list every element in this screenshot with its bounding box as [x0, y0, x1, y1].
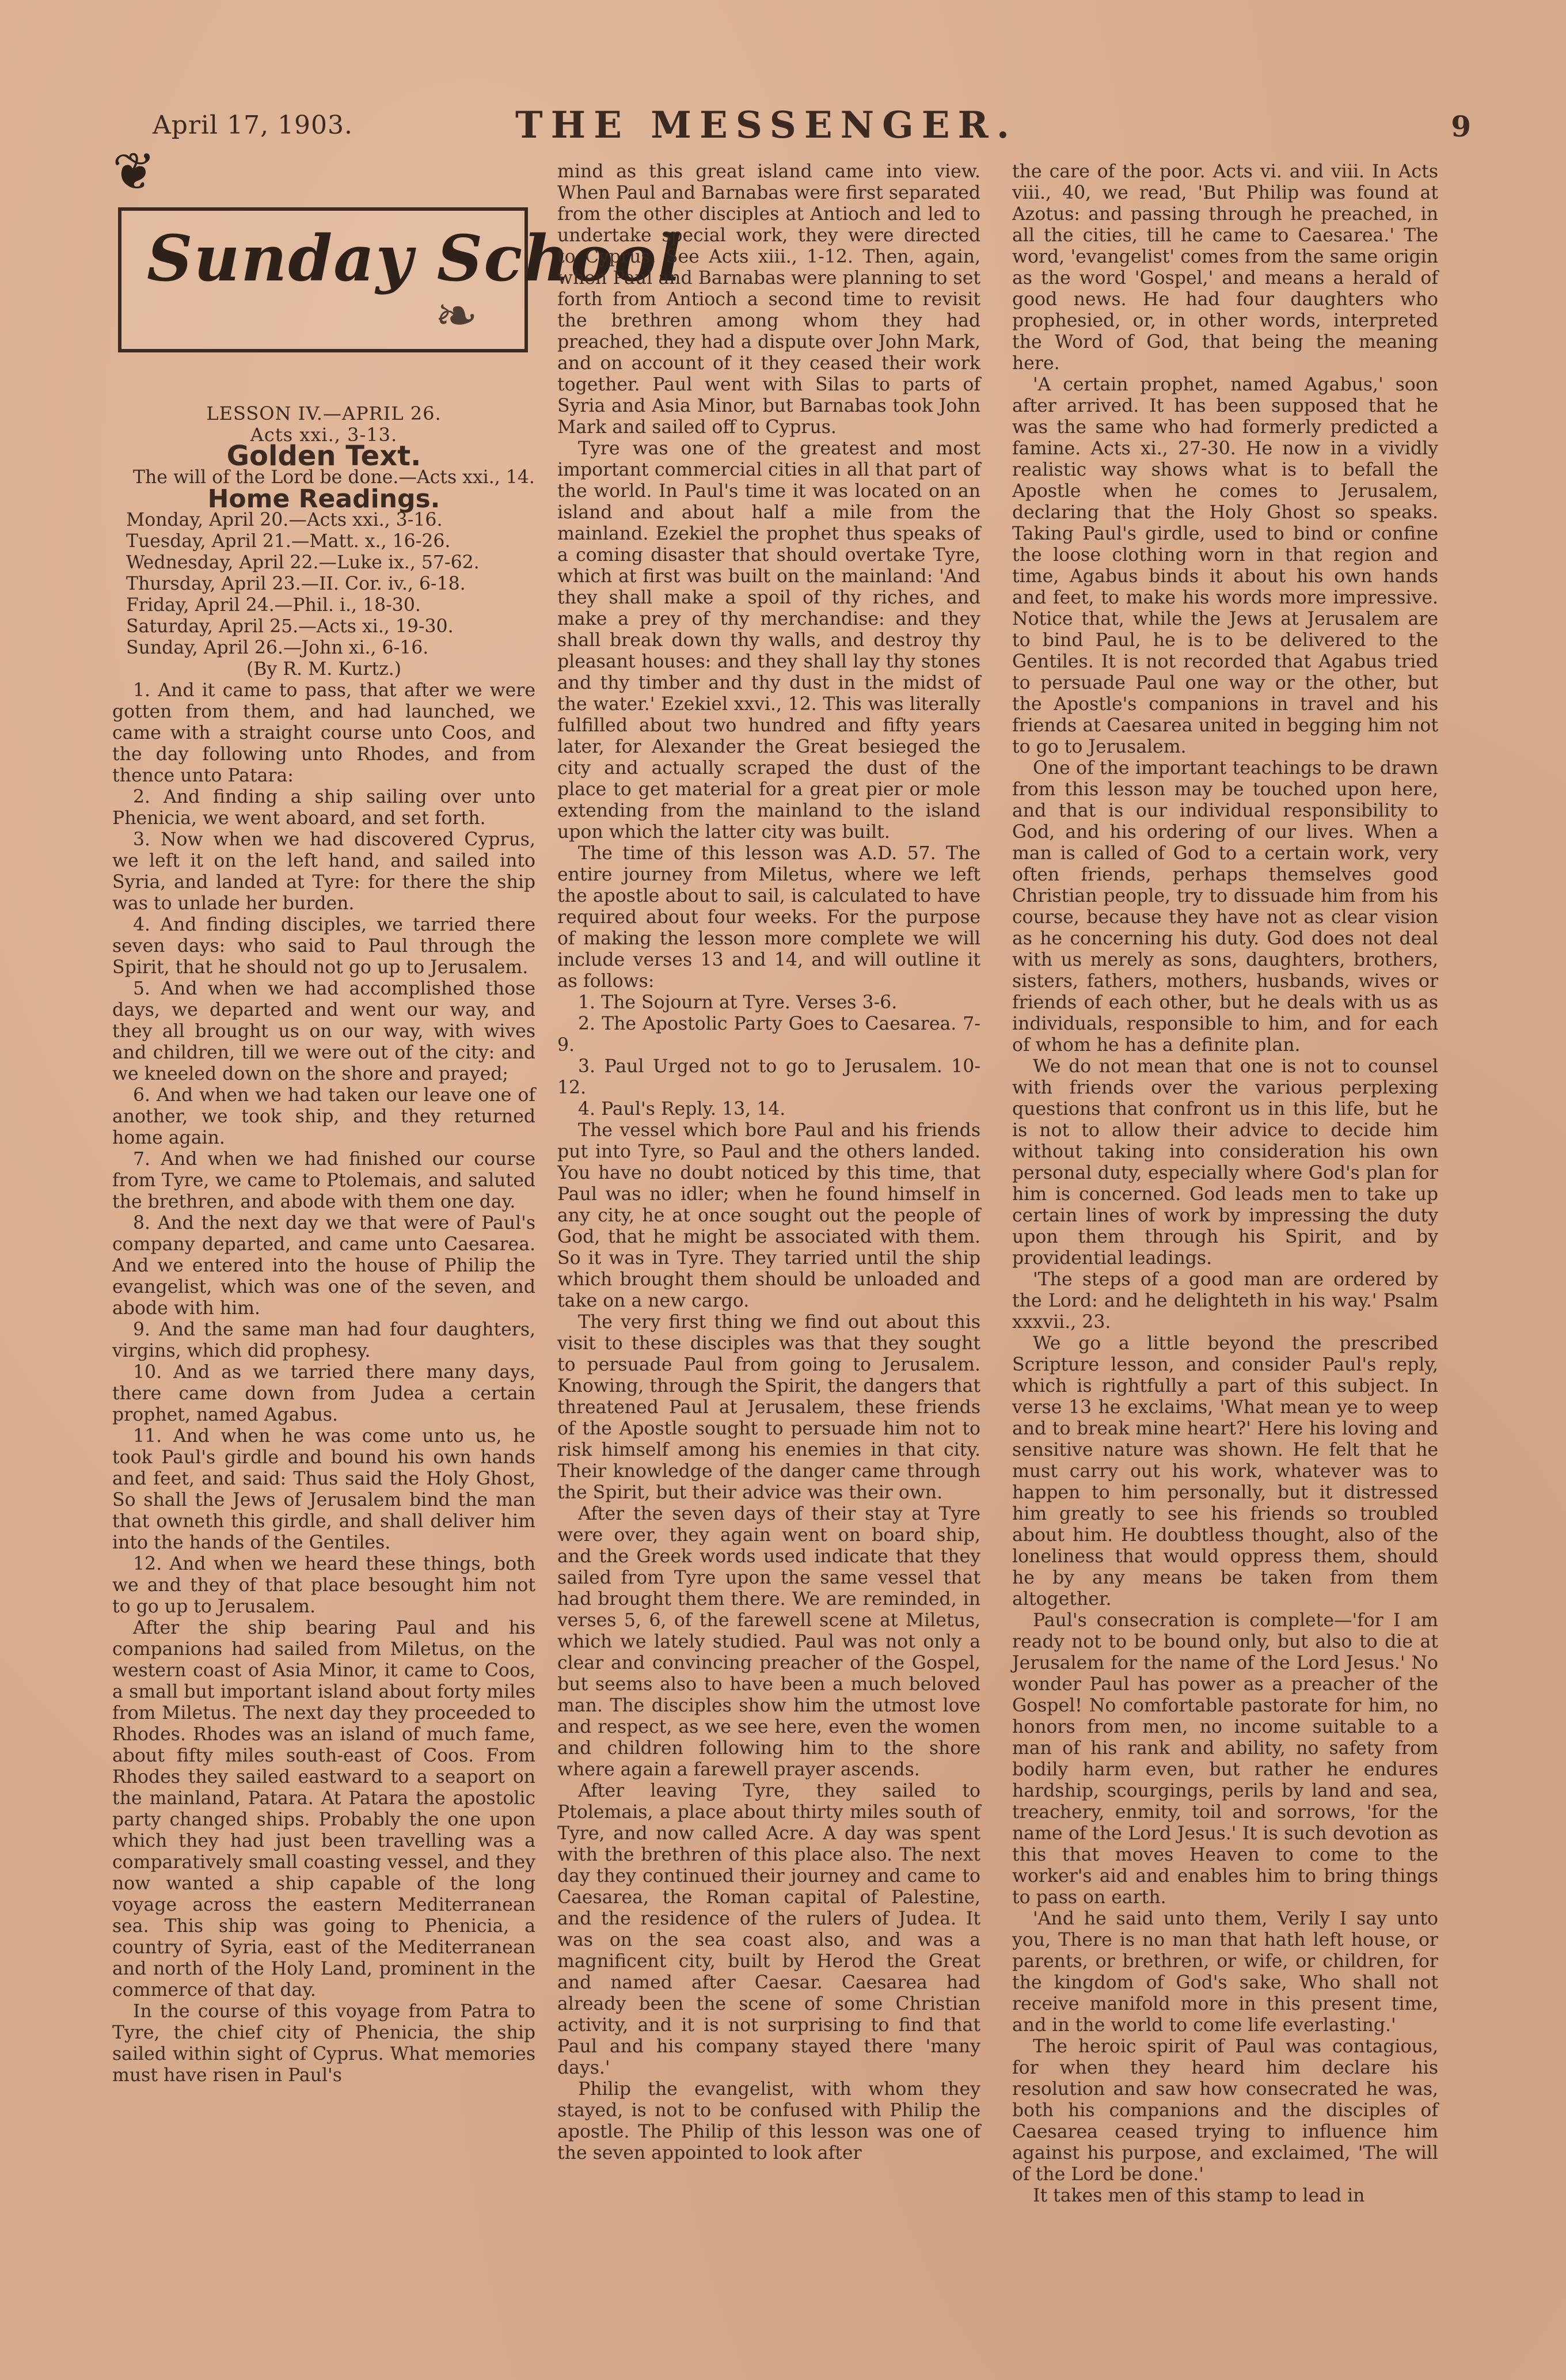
sunday-school-logo — [112, 142, 683, 397]
paragraph: 7. And when we had finished our course from Tyre, we came to Ptolemais, and saluted the brethren, and abode with them one day. — [112, 1149, 535, 1212]
paragraph: 'And he said unto them, Verily I say unto you, There is no man that hath left house, or parents, or brethren, or wife, or children, for the kingdom of God's sake, Who shall not receive manifold more in this present time, and in the world to come life everlasting.' — [1012, 1908, 1438, 2036]
paragraph: We go a little beyond the prescribed Scripture lesson, and consider Paul's reply, which is rightfully a part of this subject. In verse 13 he exclaims, 'What mean ye to weep and to break mine heart?' Here his loving and sensitive nature was shown. He felt that he must carry out his work, whatever was to happen to him personally, but it distressed him greatly to see his friends so troubled about him. He doubtless thought, also of the loneliness that would oppress them, should he by any means be taken from them altogether. — [1012, 1333, 1438, 1610]
issue-date: April 17, 1903. — [153, 111, 354, 140]
home-readings-list — [112, 510, 535, 659]
paragraph: After the seven days of their stay at Tyre were over, they again went on board ship, and the Greek words used indicate that they sailed from Tyre upon the same vessel that had brought them there. We are reminded, in verses 5, 6, of the farewell scene at Miletus, which we lately studied. Paul was not only a clear and convincing preacher of the Gospel, but seems also to have been a much beloved man. The disciples show him the utmost love and respect, as we see here, even the women and children following him to the shore where again a farewell prayer ascends. — [557, 1504, 980, 1780]
paragraph: 5. And when we had accomplished those days, we departed and went our way, and they all brought us on our way, with wives and children, till we were out of the city: and we kneeled down on the shore and prayed; — [112, 978, 535, 1084]
paragraph: We do not mean that one is not to counsel with friends over the various perplexing questions that confront us in this life, but he is not to allow their advice to decide him without taking into consideration his own personal duty, especially where God's plan for him is concerned. God leads men to take up certain lines of work by impressing the duty upon them through his Spirit, and by providential leadings. — [1012, 1056, 1438, 1269]
paragraph: 2. And finding a ship sailing over unto Phenicia, we went aboard, and set forth. — [112, 787, 535, 829]
paragraph: 4. And finding disciples, we tarried there seven days: who said to Paul through the Spirit, that he should not go up to Jerusalem. — [112, 914, 535, 978]
page-number: 9 — [1451, 109, 1471, 143]
page-header — [147, 104, 1471, 155]
column-2 — [557, 161, 980, 2164]
paragraph: 9. And the same man had four daughters, virgins, which did prophesy. — [112, 1319, 535, 1361]
paragraph: 'A certain prophet, named Agabus,' soon after arrived. It has been supposed that he was the same who had formerly predicted a famine. Acts xi., 27-30. He now in a vividly realistic way shows what is to befall the Apostle when he comes to Jerusalem, declaring that the Holy Ghost so speaks. Taking Paul's girdle, used to bind or confine the loose clothing worn in that region and time, Agabus binds it about his own hands and feet, to make his words more impressive. Notice that, while the Jews at Jerusalem are to bind Paul, he is to be delivered to the Gentiles. It is not recorded that Agabus tried to persuade Paul one way or the other, but the Apostle's companions in travel and his friends at Caesarea united in begging him not to go to Jerusalem. — [1012, 374, 1438, 757]
home-readings-heading: Home Readings. — [207, 484, 440, 514]
reading-item: Thursday, April 23.—II. Cor. iv., 6-18. — [126, 574, 466, 594]
paragraph: 3. Now when we had discovered Cyprus, we left it on the left hand, and sailed into Syria, and landed at Tyre: for there the ship was to unlade her burden. — [112, 829, 535, 914]
paragraph: It takes men of this stamp to lead in — [1033, 2185, 1365, 2206]
reading-item: Saturday, April 25.—Acts xi., 19-30. — [126, 616, 454, 637]
outline-item: 3. Paul Urged not to go to Jerusalem. 10-12. — [557, 1056, 980, 1098]
paragraph: Philip the evangelist, with whom they stayed, is not to be confused with Philip the apostle. The Philip of this lesson was one of the seven appointed to look after — [557, 2079, 980, 2163]
paragraph: mind as this great island came into view. When Paul and Barnabas were first separated from the other disciples at Antioch and led to undertake special work, they were directed to Cyprus. See Acts xiii., 1-12. Then, again, when Paul and Barnabas were planning to set forth from Antioch a second time to revisit the brethren among whom they had preached, they had a dispute over John Mark, and on account of it they ceased their work together. Paul went with Silas to parts of Syria and Asia Minor, but Barnabas took John Mark and sailed off to Cyprus. — [557, 161, 980, 438]
floral-ornament-icon: ❦ — [112, 142, 156, 202]
paragraph: The heroic spirit of Paul was contagious, for when they heard him declare his resolution and saw how consecrated he was, both his companions and the disciples of Caesarea ceased trying to influence him against his purpose, and exclaimed, 'The will of the Lord be done.' — [1012, 2036, 1438, 2185]
author-byline: (By R. M. Kurtz.) — [246, 659, 401, 680]
outline-item: 4. Paul's Reply. 13, 14. — [578, 1099, 786, 1119]
paragraph: 6. And when we had taken our leave one of another, we took ship, and they returned home again. — [112, 1085, 535, 1148]
paragraph: 11. And when he was come unto us, he took Paul's girdle and bound his own hands and feet, and said: Thus said the Holy Ghost, So shall the Jews of Jerusalem bind the man that owneth this girdle, and shall deliver him into the hands of the Gentiles. — [112, 1426, 535, 1553]
paragraph: After leaving Tyre, they sailed to Ptolemais, a place about thirty miles south of Tyre, and now called Acre. A day was spent with the brethren of this place also. The next day they continued their journey and came to Caesarea, the Roman capital of Palestine, and the residence of the rulers of Judea. It was on the sea coast also, and was a magnificent city, built by Herod the Great and named after Caesar. Caesarea had already been the scene of some Christian activity, and it is not surprising to find that Paul and his company stayed there 'many days.' — [557, 1781, 980, 2078]
reading-item: Monday, April 20.—Acts xxi., 3-16. — [126, 510, 443, 530]
paragraph: 12. And when we heard these things, both we and they of that place besought him not to go up to Jerusalem. — [112, 1554, 535, 1617]
paragraph: The time of this lesson was A.D. 57. The entire journey from Miletus, where we left the apostle about to sail, is calculated to have required about four weeks. For the purpose of making the lesson more complete we will include verses 13 and 14, and will outline it as follows: — [557, 843, 980, 992]
masthead: THE MESSENGER. — [515, 104, 1017, 147]
outline-item: 2. The Apostolic Party Goes to Caesarea. 7-9. — [557, 1014, 980, 1056]
paragraph: In the course of this voyage from Patra to Tyre, the chief city of Phenicia, the ship sailed within sight of Cyprus. What memories must have risen in Paul's — [112, 2001, 535, 2086]
reading-item: Sunday, April 26.—John xi., 6-16. — [126, 637, 429, 658]
paragraph: the care of the poor. Acts vi. and viii. In Acts viii., 40, we read, 'But Philip was found at Azotus: and passing through he preached, in all the cities, till he came to Caesarea.' The word, 'evangelist' comes from the same origin as the word 'Gospel,' and means a herald of good news. He had four daughters who prophesied, or, in other words, interpreted the Word of God, that being the meaning here. — [1012, 161, 1438, 374]
paragraph: The vessel which bore Paul and his friends put into Tyre, so Paul and the others landed. You have no doubt noticed by this time, that Paul was no idler; when he found himself in any city, he at once sought out the people of God, that he might be associated with them. So it was in Tyre. They tarried until the ship which brought them should be unloaded and take on a new cargo. — [557, 1120, 980, 1311]
golden-text: The will of the Lord be done.—Acts xxi., 14. — [133, 467, 535, 488]
paragraph: 1. And it came to pass, that after we were gotten from them, and had launched, we came with a straight course unto Coos, and the day following unto Rhodes, and from thence unto Patara: — [112, 680, 535, 786]
paragraph: One of the important teachings to be drawn from this lesson may be touched upon here, and that is our individual responsibility to God, and his ordering of our lives. When a man is called of God to a certain work, very often friends, perhaps themselves good Christian people, try to dissuade him from his course, because they have not as clear vision as he concerning his duty. God does not deal with us merely as sons, daughters, brothers, sisters, fathers, mothers, husbands, wives or friends of each other, but he deals with us as individuals, responsible to him, and for each of whom he has a definite plan. — [1012, 758, 1438, 1056]
reading-item: Tuesday, April 21.—Matt. x., 16-26. — [126, 531, 451, 552]
logo-title: Sunday School — [147, 221, 683, 295]
golden-text-heading: Golden Text. — [226, 440, 421, 472]
column-3 — [1012, 161, 1438, 2207]
lesson-title: LESSON IV.—APRIL 26. — [206, 403, 442, 424]
paragraph: Tyre was one of the greatest and most important commercial cities in all that part of the world. In Paul's time it was located on an island and about half a mile from the mainland. Ezekiel the prophet thus speaks of a coming disaster that should overtake Tyre, which at first was built on the mainland: 'And they shall make a spoil of thy riches, and make a prey of thy merchandise: and they shall break down thy walls, and destroy thy pleasant houses: and they shall lay thy stones and thy timber and thy dust in the midst of the water.' Ezekiel xxvi., 12. This was literally fulfilled about two hundred and fifty years later, for Alexander the Great besieged the city and actually scraped the dust of the place to get material for a great pier or mole extending from the mainland to the island upon which the latter city was built. — [557, 438, 980, 842]
reading-item: Friday, April 24.—Phil. i., 18-30. — [126, 595, 421, 616]
lesson-scripture: Acts xxi., 3-13. — [250, 424, 398, 446]
floral-ornament-icon: ❧ — [435, 286, 478, 346]
reading-item: Wednesday, April 22.—Luke ix., 57-62. — [126, 552, 480, 573]
paragraph: 8. And the next day we that were of Paul's company departed, and came unto Caesarea. And we entered into the house of Philip the evangelist, which was one of the seven, and abode with him. — [112, 1213, 535, 1319]
paragraph: After the ship bearing Paul and his companions had sailed from Miletus, on the western coast of Asia Minor, it came to Coos, a small but important island about forty miles from Miletus. The next day they proceeded to Rhodes. Rhodes was an island of much fame, about fifty miles south-east of Coos. From Rhodes they sailed eastward to a seaport on the mainland, Patara. At Patara the apostolic party changed ships. Probably the one upon which they had just been travelling was a comparatively small coasting vessel, and they now wanted a ship capable of the long voyage across the eastern Mediterranean sea. This ship was going to Phenicia, a country of Syria, east of the Mediterranean and north of the Holy Land, prominent in the commerce of that day. — [112, 1618, 535, 2001]
outline-item: 1. The Sojourn at Tyre. Verses 3-6. — [578, 992, 898, 1013]
paragraph: The very first thing we find out about this visit to these disciples was that they sought to persuade Paul from going to Jerusalem. Knowing, through the Spirit, the dangers that threatened Paul at Jerusalem, these friends of the Apostle sought to persuade him not to risk himself among his enemies in that city. Their knowledge of the danger came through the Spirit, but their advice was their own. — [557, 1312, 980, 1503]
paragraph: Paul's consecration is complete—'for I am ready not to be bound only, but also to die at Jerusalem for the name of the Lord Jesus.' No wonder Paul has power as a preacher of the Gospel! No comfortable pastorate for him, no honors from men, no income suitable to a man of his rank and ability, no safety from bodily harm even, but rather he endures hardship, scourgings, perils by land and sea, treachery, enmity, toil and sorrows, 'for the name of the Lord Jesus.' It is such devotion as this that moves Heaven to come to the worker's aid and enables him to bring things to pass on earth. — [1012, 1610, 1438, 1908]
paragraph: 'The steps of a good man are ordered by the Lord: and he delighteth in his way.' Psalm xxxvii., 23. — [1012, 1269, 1438, 1333]
paragraph: 10. And as we tarried there many days, there came down from Judea a certain prophet, named Agabus. — [112, 1362, 535, 1425]
